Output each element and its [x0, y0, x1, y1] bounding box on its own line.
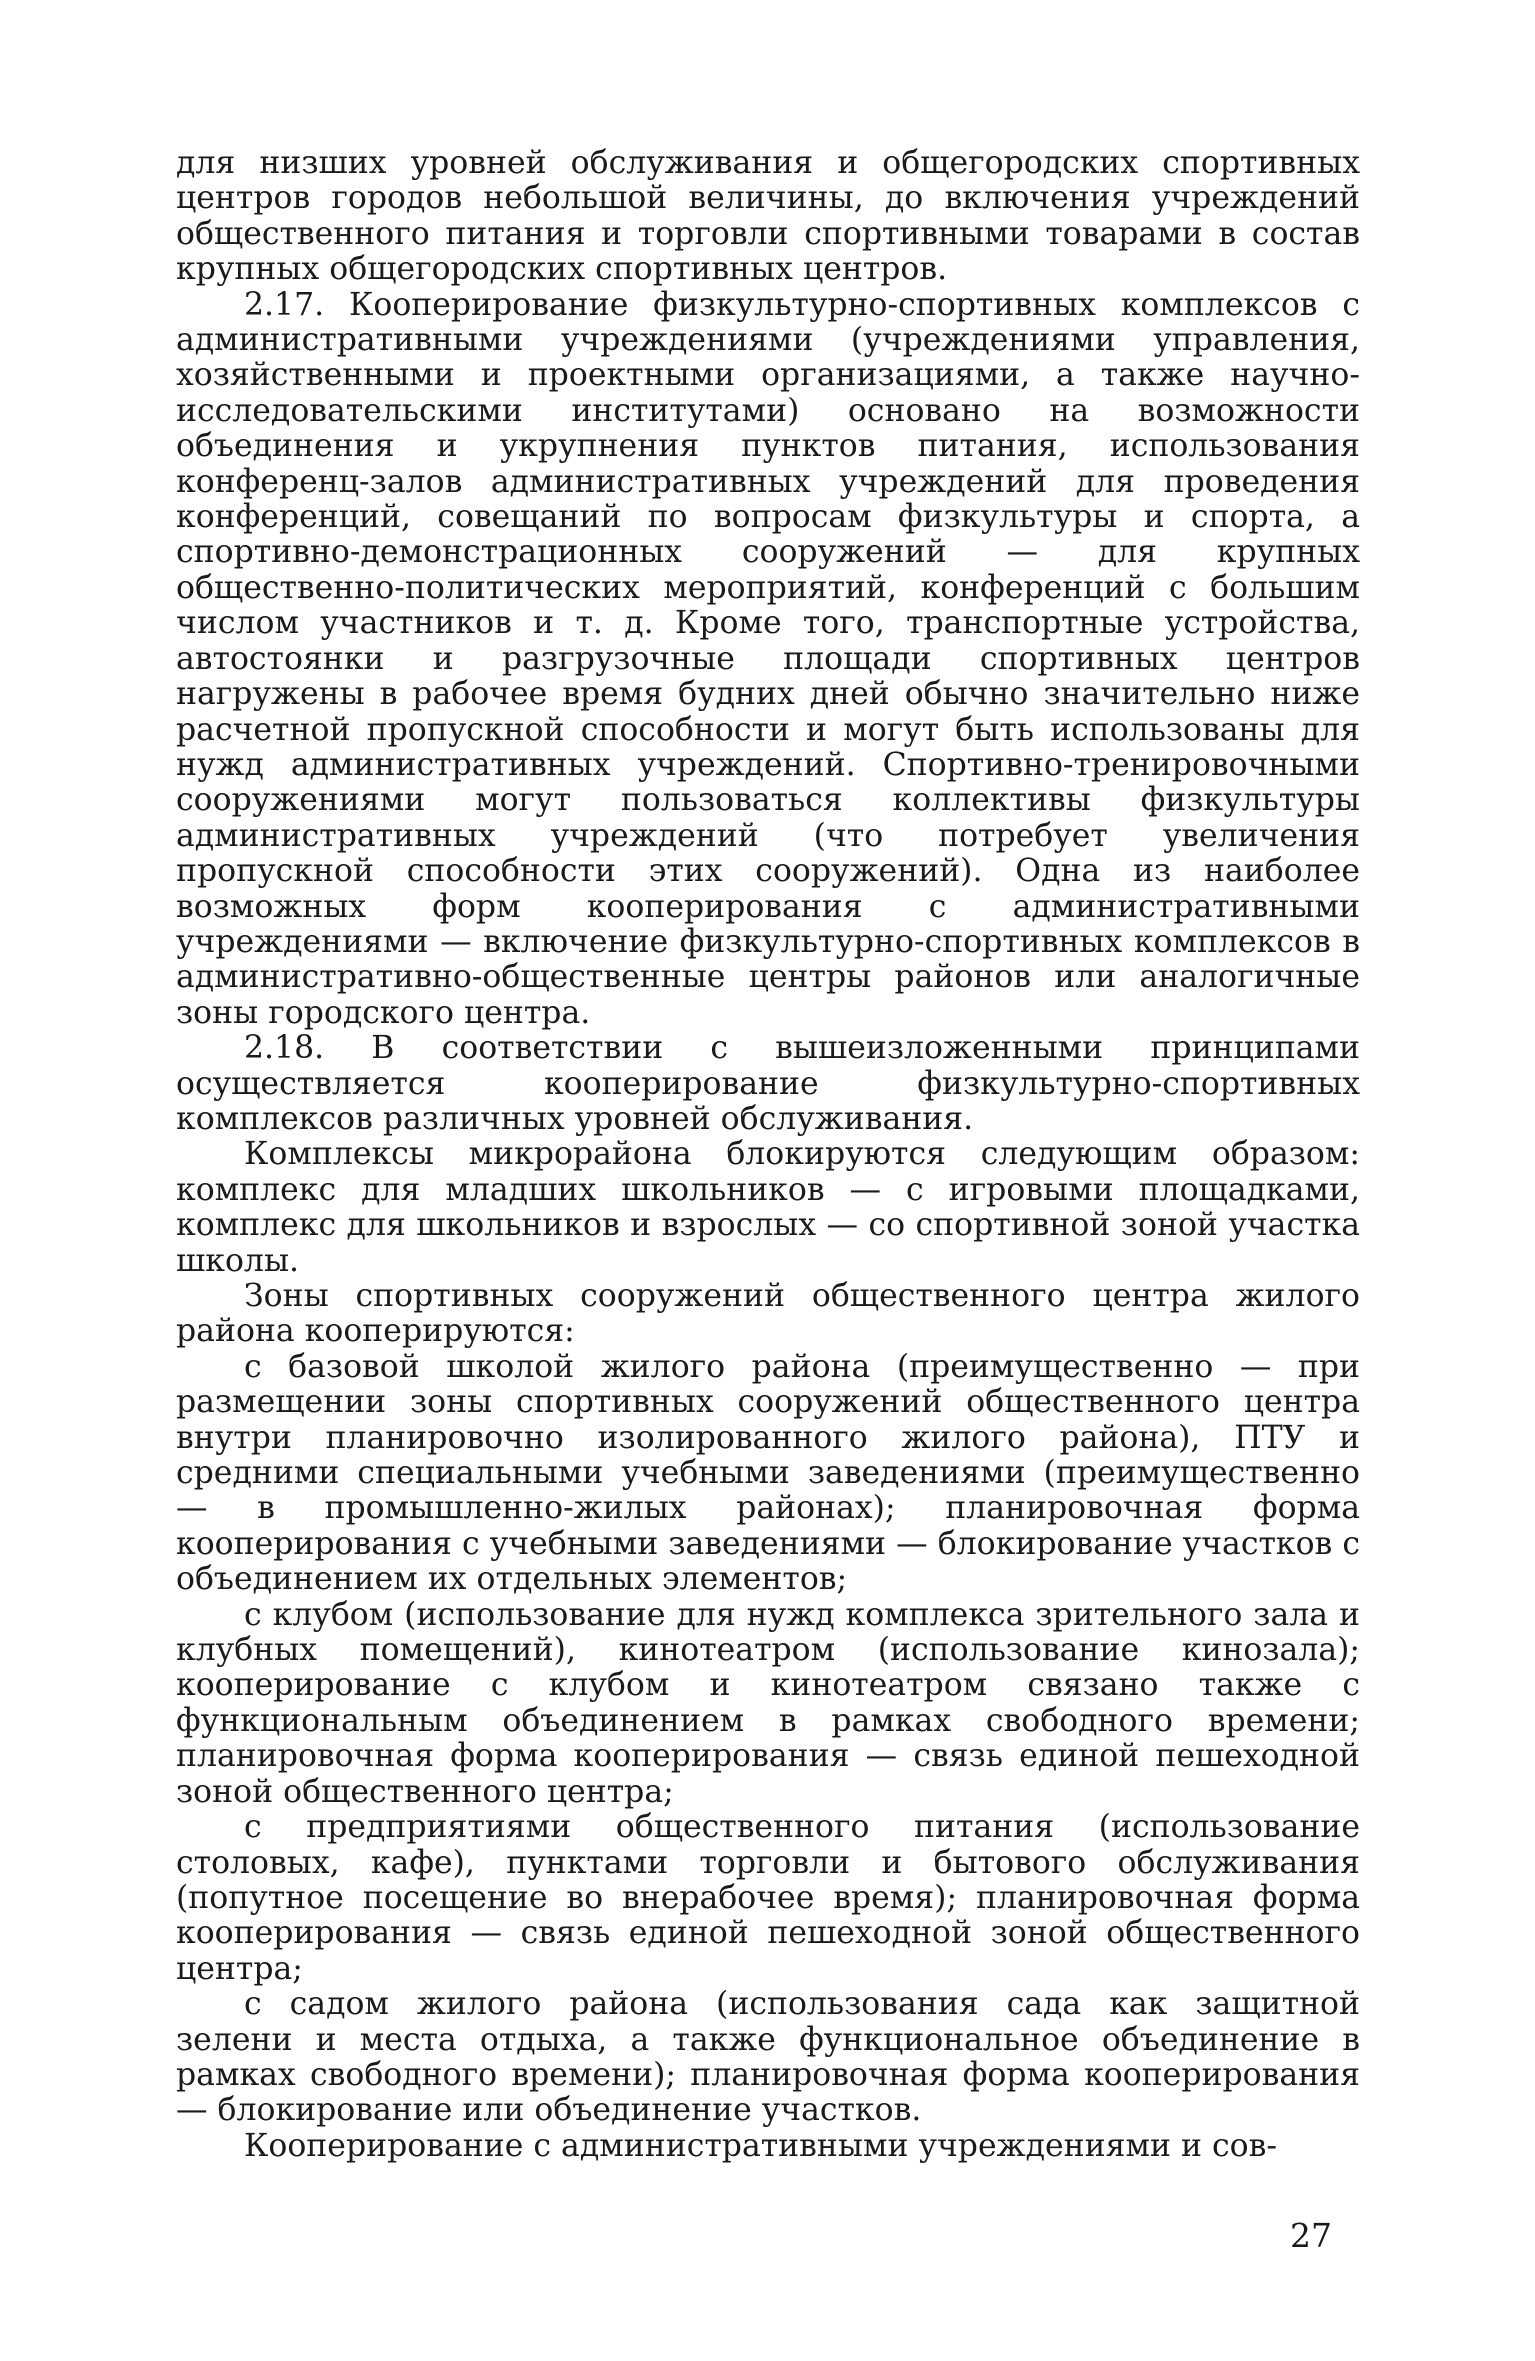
paragraph-microdistrict: Комплексы микрорайона блокируются следующим образом: комплекс для младших школьников — с игровыми площадками, комплекс для школьников и взрослых — со спортивной зоной участка школы.	[176, 1136, 1360, 1279]
list-item-school: с базовой школой жилого района (преимущественно — при размещении зоны спортивных сооружений общественного центра внутри планировочно изолированного жилого района), ПТУ и средними специальными учебными заведениями (преимущественно — в промышленно-жилых районах); планировочная форма кооперирования с учебными заведениями — блокирование участков с объединением их отдельных элементов;	[176, 1348, 1360, 1598]
list-item-catering: с предприятиями общественного питания (использование столовых, кафе), пунктами торговли и бытового обслуживания (попутное посещение во внерабочее время); планировочная форма кооперирования — связь единой пешеходной зоной общественного центра;	[176, 1809, 1360, 1987]
page-body	[176, 146, 1360, 2164]
paragraph-admin: Кооперирование с административными учреждениями и сов-	[244, 2127, 1277, 2164]
list-item-garden: с садом жилого района (использования сада как защитной зелени и места отдыха, а также функциональное объединение в рамках свободного времени); планировочная форма кооперирования — блокирование или объединение участков.	[176, 1986, 1360, 2129]
paragraph-2-17: 2.17. Кооперирование физкультурно-спортивных комплексов с административными учреждениями (учреждениями управления, хозяйственными и проектными организациями, а также научно-исследовательскими институтами) основано на возможности объединения и укрупнения пунктов питания, использования конференц-залов административных учреждений для проведения конференций, совещаний по вопросам физкультуры и спорта, а спортивно-демонстрационных сооружений — для крупных общественно-политических мероприятий, конференций с большим числом участников и т. д. Кроме того, транспортные устройства, автостоянки и разгрузочные площади спортивных центров нагружены в рабочее время будних дней обычно значительно ниже расчетной пропускной способности и могут быть использованы для нужд административных учреждений. Спортивно-тренировочными сооружениями могут пользоваться коллективы физкультуры административных учреждений (что потребует увеличения пропускной способности этих сооружений). Одна из наиболее возможных форм кооперирования с административными учреждениями — включение физкультурно-спортивных комплексов в административно-общественные центры районов или аналогичные зоны городского центра.	[176, 286, 1360, 1031]
paragraph-2-18: 2.18. В соответствии с вышеизложенными принципами осуществляется кооперирование физкультурно-спортивных комплексов различных уровней обслуживания.	[176, 1030, 1360, 1137]
paragraph-continuation: для низших уровней обслуживания и общегородских спортивных центров городов небольшой величины, до включения учреждений общественного питания и торговли спортивными товарами в состав крупных общегородских спортивных центров.	[176, 145, 1360, 288]
page-number: 27	[1290, 2216, 1332, 2255]
paragraph-zones-intro: Зоны спортивных сооружений общественного центра жилого района кооперируются:	[176, 1278, 1360, 1350]
list-item-club: с клубом (использование для нужд комплекса зрительного зала и клубных помещений), кинотеатром (использование кинозала); кооперирование с клубом и кинотеатром связано также с функциональным объединением в рамках свободного времени; планировочная форма кооперирования — связь единой пешеходной зоной общественного центра;	[176, 1596, 1360, 1810]
